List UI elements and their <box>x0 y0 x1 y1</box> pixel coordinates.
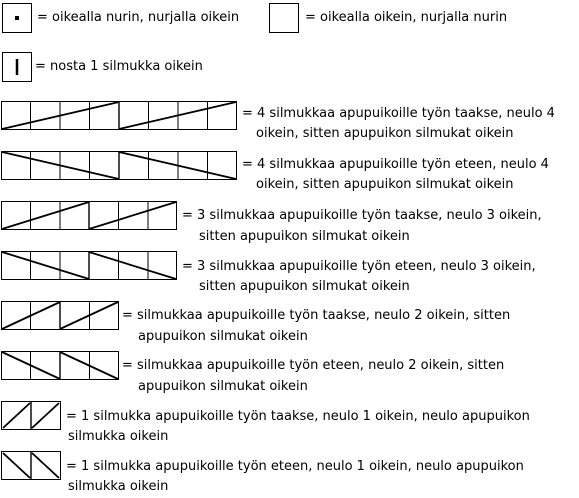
cable-6-front-label-line2: sitten apupuikon silmukat oikein <box>199 279 410 294</box>
cable-4-front-label-line1: = silmukkaa apupuikoille työn eteen, neulo 2 oikein, sitten <box>122 358 505 373</box>
cable-6-back-label-line1: = 3 silmukkaa apupuikoille työn taakse, neulo 3 oikein, <box>182 208 542 223</box>
cable-8-front-label-line2: oikein, sitten apupuikon silmukat oikein <box>256 177 514 192</box>
slip-stitch-symbol <box>2 52 32 82</box>
cable-8-front-symbol <box>1 151 237 181</box>
knit-stitch-label: = oikealla oikein, nurjalla nurin <box>305 10 508 25</box>
cable-8-back-label-line1: = 4 silmukkaa apupuikoille työn taakse, neulo 4 <box>242 106 555 121</box>
cable-4-front-symbol <box>1 351 119 381</box>
knit-stitch-symbol <box>269 3 299 33</box>
cable-2-front-label-line1: = 1 silmukka apupuikoille työn eteen, neulo 1 oikein, neulo apupuikon <box>66 459 524 474</box>
cable-6-back-label-line2: sitten apupuikon silmukat oikein <box>199 229 410 244</box>
cable-2-front-symbol <box>1 451 61 481</box>
cable-8-back-symbol <box>1 101 237 131</box>
cable-6-front-symbol <box>1 251 177 281</box>
cable-2-front-label-line2: silmukka oikein <box>68 479 169 494</box>
cable-4-back-label-line1: = silmukkaa apupuikoille työn taakse, neulo 2 oikein, sitten <box>122 308 511 323</box>
cable-4-back-label-line2: apupuikon silmukat oikein <box>138 329 308 344</box>
cable-8-front-label-line1: = 4 silmukkaa apupuikoille työn eteen, neulo 4 <box>242 157 549 172</box>
cable-8-back-label-line2: oikein, sitten apupuikon silmukat oikein <box>256 126 514 141</box>
cable-4-back-symbol <box>1 301 119 331</box>
purl-stitch-label: = oikealla nurin, nurjalla oikein <box>37 10 240 25</box>
cable-2-back-symbol <box>1 401 61 431</box>
cable-2-back-label-line1: = 1 silmukka apupuikoille työn taakse, neulo 1 oikein, neulo apupuikon <box>66 409 530 424</box>
cable-2-back-label-line2: silmukka oikein <box>68 429 169 444</box>
purl-stitch-symbol <box>2 3 32 33</box>
cable-6-back-symbol <box>1 201 177 231</box>
slip-stitch-label: = nosta 1 silmukka oikein <box>35 59 203 74</box>
cable-4-front-label-line2: apupuikon silmukat oikein <box>138 379 308 394</box>
cable-6-front-label-line1: = 3 silmukkaa apupuikoille työn eteen, neulo 3 oikein, <box>182 259 536 274</box>
